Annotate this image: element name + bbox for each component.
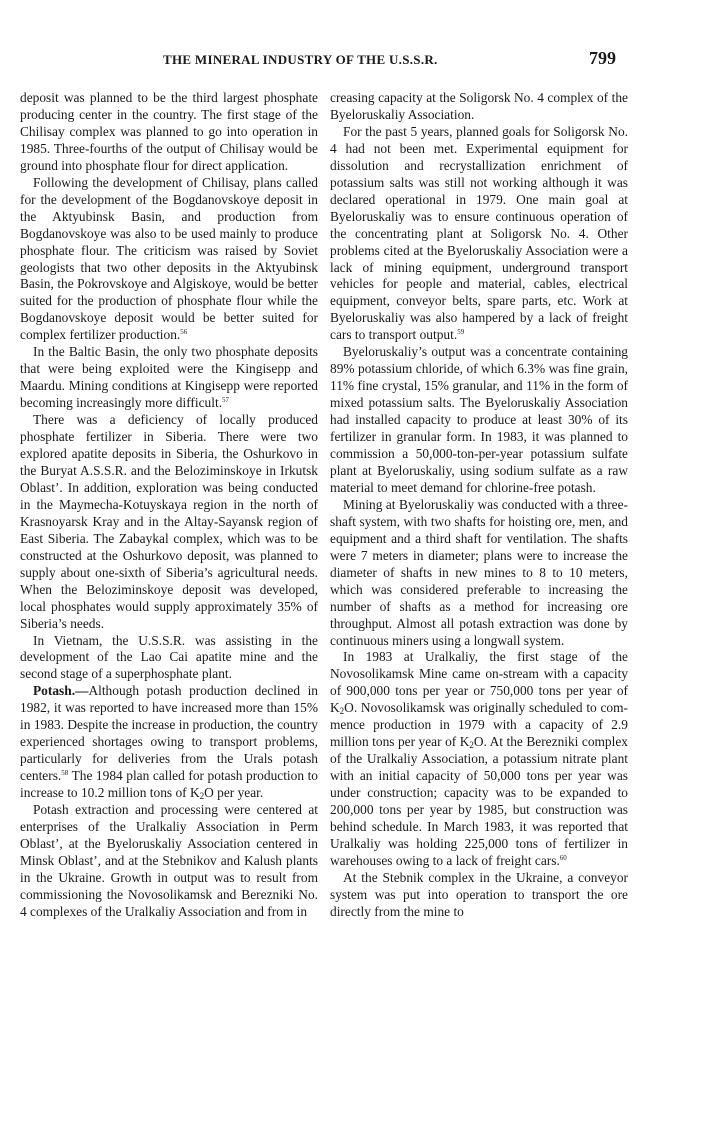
paragraph [20,175,318,345]
paragraph-text: For the past 5 years, planned goals for Soligorsk No. 4 had not been met. Experimental equipment for dissolution and recrystallization enrichment of potassium salts was still not working although it was declared operational in 1979. One main goal at Byeloruskaliy was to ensure continuous operation of the concentrating plant at Soligorsk No. 4. Other problems cited at the Byeloruskaliy Association were a lack of mining equipment, underground transport vehicles for people and material, cables, electrical equipment, conveyor belts, spare parts, etc. Work at Byeloruskaliy was also hampered by a lack of freight cars to transport output. [330,123,628,343]
paragraph [330,649,628,869]
paragraph [20,633,318,684]
subscript: 2 [199,791,205,802]
paragraph-text: deposit was planned to be the third largest phosphate producing center in the country. The first stage of the Chilisay complex was planned to go into operation in 1985. Three-fourths of the output of Chilisay would be ground into phosphate flour for direct application. [20,90,318,173]
paragraph [20,344,318,412]
paragraph-text: Potash extraction and processing were centered at enterprises of the Uralkaliy Association in Perm Oblast’, at the Byeloruskaliy Association centered in Minsk Oblast’, and at the Stebnikov and Kalush plants in the Ukraine. Growth in output was to result from commissioning the Novosolikamsk and Berezniki No. 4 complexes of the Uralkaliy Association and from in [20,802,318,919]
paragraph-text: At the Stebnik complex in the Ukraine, a conveyor system was put into operation to transport the ore directly from the mine to [330,869,628,919]
paragraph-text: Although potash production declined in 1982, it was reported to have increased more than 15% in 1983. Despite the increase in production, the country experienced shortages owing to transport problems, particularly for deliveries from the Urals potash centers. [20,683,318,784]
paragraph [20,90,318,175]
paragraph-text: In Vietnam, the U.S.S.R. was assisting in the development of the Lao Cai apatite mine and the second stage of a superphosphate plant. [20,632,318,682]
paragraph-text: The 1984 plan called for potash production to increase to 10.2 million tons of K [20,768,318,801]
footnote-ref: 56 [180,328,188,337]
footnote-ref: 57 [222,396,230,405]
paragraph-text: Mining at Byeloruskaliy was conducted with a three-shaft system, with two shafts for hoisting ore, men, and equipment and a third shaft for ventilation. The shafts were 7 meters in diameter; plans were to increase the diameter of shafts in new mines to 8 to 10 meters, which was considered preferable to increasing the number of shafts as a method for increasing ore throughput. Almost all potash extraction was done by continuous miners using a longwall system. [330,496,628,648]
paragraph [330,870,628,921]
paragraph-text: There was a deficiency of locally produced phosphate fertilizer in Siberia. There were two explored apatite deposits in Siberia, the Oshurkovo in the Buryat A.S.S.R. and the Beloziminskoye in Irkutsk Oblast’. In addition, exploration was being conducted in the Maymecha-Kotuyskaya region in the north of Krasnoyarsk Kray and in the Altay-Sayansk region of East Siberia. The Zabaykal complex, which was to be constructed at the Oshurkovo deposit, was planned to supply about one-sixth of Siberia’s agricultural needs. When the Beloziminskoye deposit was developed, local phosphates would supply approximately 35% of Siberia’s needs. [20,412,318,631]
paragraph [330,344,628,497]
paragraph [20,683,318,802]
paragraph-text: Following the development of Chilisay, plans called for the development of the Bogdanovskoye deposit in the Aktyubinsk Basin, and production from Bogdanovskoye was also to be used mainly to produce phosphate flour. The criticism was raised by Soviet geologists that two other deposits in the Aktyubinsk Basin, the Pokrovskoye and Algiskoye, would be better suited for the production of phosphate flour while the Bogdanovskoye deposit would be better suited for complex fertilizer production. [20,174,318,343]
paragraph-text: In 1983 at Uralkaliy, the first stage of the Novosolikamsk Mine came on-stream with a capacity of 900,000 tons per year or 750,000 tons per year of K [330,649,628,716]
running-title: THE MINERAL INDUSTRY OF THE U.S.S.R. [163,52,438,67]
paragraph [330,90,628,124]
page-number: 799 [589,48,616,68]
footnote-ref: 60 [559,853,567,862]
paragraph [330,124,628,344]
right-column [330,90,628,921]
paragraph-text: creasing capacity at the Soligorsk No. 4 complex of the Byeloruskaliy Association. [330,90,628,122]
paragraph-text: O. At the Berezniki complex of the Uralkaliy Association, a potassium nitrate plant with an initial capacity of 50,000 tons per year was under construction; capacity was to be expanded to 200,000 tons per year by 1985, but construction was behind schedule. In March 1983, it was reported that Uralkaliy was holding 225,000 tons of fertilizer in warehouses owing to a lack of freight cars. [330,734,628,868]
left-column [20,90,318,921]
subscript: 2 [339,706,345,717]
footnote-ref: 58 [61,769,69,778]
paragraph-text: O. Novosolikamsk was originally scheduled to commence production in 1979 with a capacity of 2.9 million tons per year of K [330,700,628,750]
section-run-in-heading: Potash.— [33,683,89,699]
paragraph [20,412,318,632]
paragraph [330,497,628,650]
paragraph-text: Byeloruskaliy’s output was a concentrate containing 89% potassium chloride, of which 6.3% was fine grain, 11% fine crystal, 15% granular, and 11% in the form of mixed potassium salts. The Byeloruskaliy Association had installed capacity to produce at least 30% of its fertilizer in granular form. In 1983, it was planned to commission a 50,000-ton-per-year potassium sulfate plant at Byeloruskaliy, using sodium sulfate as a raw material to meet demand for chlorine-free potash. [330,344,628,495]
paragraph-text: O per year. [204,785,264,801]
footnote-ref: 59 [457,328,465,337]
paragraph [20,802,318,921]
paragraph-text: In the Baltic Basin, the only two phosphate deposits that were being exploited were the Kingisepp and Maardu. Mining conditions at Kingisepp were reported becoming increasingly more difficult. [20,344,318,411]
subscript: 2 [469,740,474,751]
